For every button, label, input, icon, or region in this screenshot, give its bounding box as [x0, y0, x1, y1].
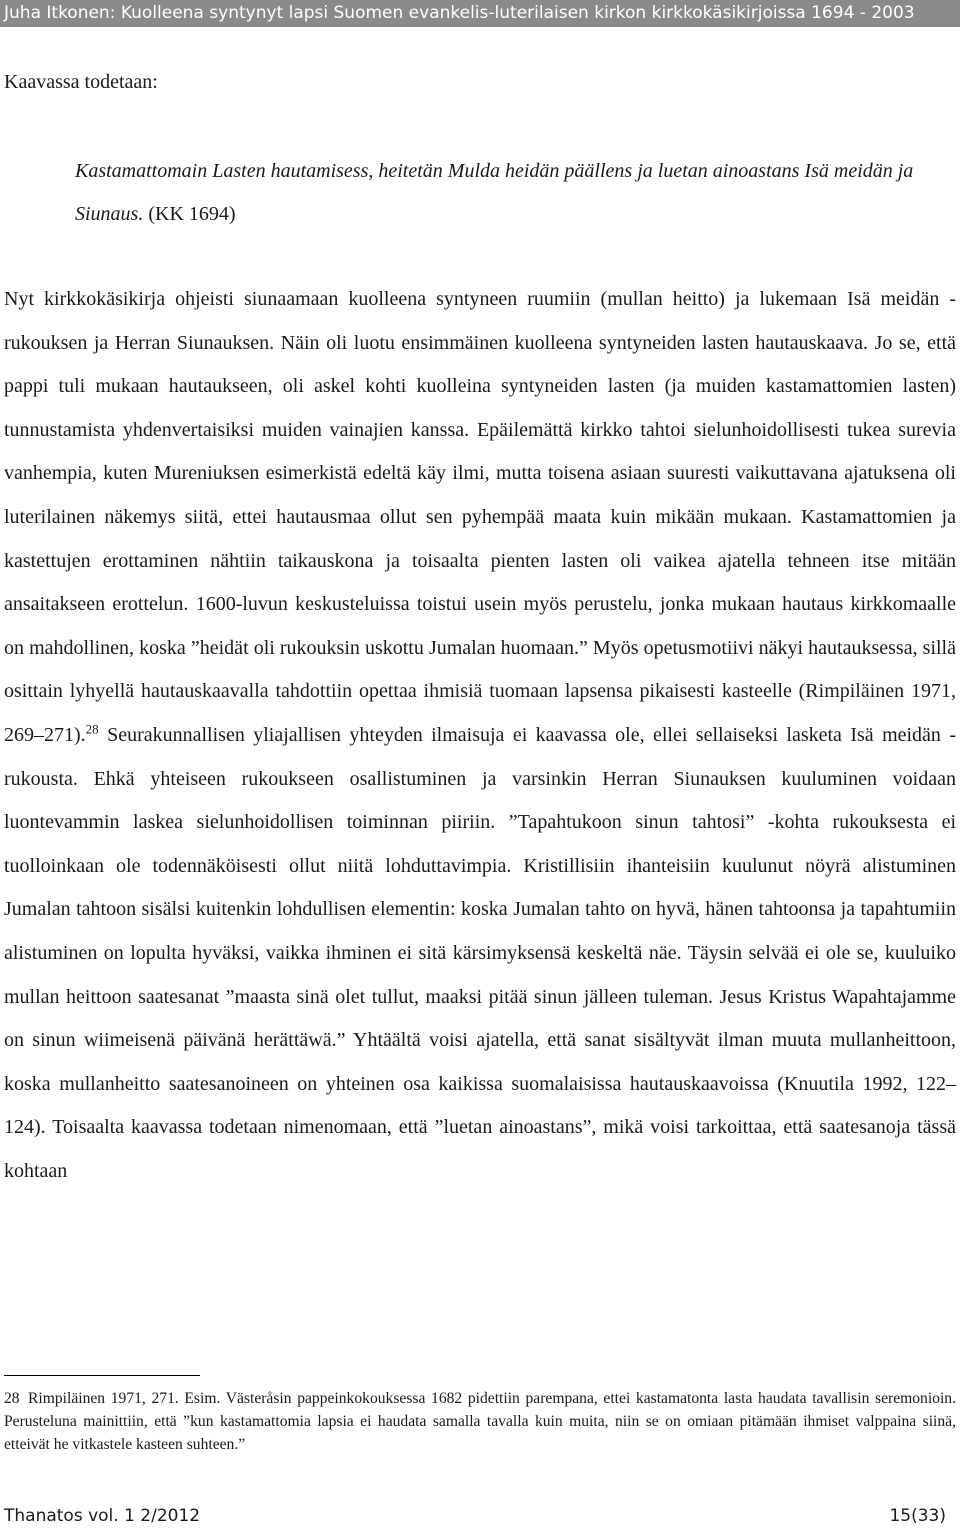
footnote-number: 28 [4, 1390, 20, 1407]
quote-citation: (KK 1694) [143, 203, 236, 225]
body-text-part-1: Nyt kirkkokäsikirja ohjeisti siunaamaan kuolleena syntyneen ruumiin (mullan heitto) ja lukemaan Isä meidän -rukouksen ja Herran Siunauksen. Näin oli luotu ensimmäinen kuolleena syntyneiden lasten hautauskaava. Jo se, että pappi tuli mukaan hautaukseen, oli askel kohti kuolleina syntyneiden lasten (ja muiden kastamattomien lasten) tunnustamista yhdenvertaisiksi muiden vainajien kanssa. Epäilemättä kirkko tahtoi sielunhoidollisesti tukea surevia vanhempia, kuten Mureniuksen esimerkistä edeltä käy ilmi, mutta toisena asiaan suuresti vaikuttavana ajatuksena oli luterilainen näkemys siitä, ettei hautausmaa ollut sen pyhempää maata kuin mikään mukaan. Kastamattomien ja kastettujen erottaminen nähtiin taikauskona ja toisaalta pienten lasten oli vaikea ajatella tehneen itse mitään ansaitakseen erottelun. 1600-luvun keskusteluissa toistui usein myös perustelu, jonka mukaan hautaus kirkkomaalle on mahdollinen, koska ”heidät oli rukouksin uskottu Jumalan huomaan.” Myös opetusmotiivi näkyi hautauksessa, sillä osittain lyhyellä hautauskaavalla tahdottiin opettaa ihmisiä tuomaan lapsensa pikaisesti kasteelle (Rimpiläinen 1971, 269–271). [4, 288, 956, 746]
footnote-reference[interactable]: 28 [85, 721, 99, 737]
body-text-part-2: Seurakunnallisen yliajallisen yhteyden ilmaisuja ei kaavassa ole, ellei sellaiseksi lasketa Isä meidän -rukousta. Ehkä yhteiseen rukoukseen osallistuminen ja varsinkin Herran Siunauksen kuuluminen voidaan luontevammin laskea sielunhoidollisen toiminnan piiriin. ”Tapahtukoon sinun tahtosi” -kohta rukouksesta ei tuolloinkaan ole todennäköisesti ollut niitä lohduttavimpia. Kristillisiin ihanteisiin kuulunut nöyrä alistuminen Jumalan tahtoon sisälsi kuitenkin lohdullisen elementin: koska Jumalan tahto on hyvä, hänen tahtoonsa ja tapahtumiin alistuminen on lopulta hyväksi, vaikka ihminen ei sitä kärsimyksensä keskeltä näe. Täysin selvää ei ole se, kuuluiko mullan heittoon saatesanat ”maasta sinä olet tullut, maaksi pitää sinun jälleen tuleman. Jesus Kristus Wapahtajamme on sinun wiimeisenä päivänä herättäwä.” Yhtäältä voisi ajatella, että sanat sisältyvät ilman muuta mullanheittoon, koska mullanheitto saatesanoineen on yhteinen osa kaikissa suomalaisissa hautauskaavoissa (Knuutila 1992, 122–124). Toisaalta kaavassa todetaan nimenomaan, että ”luetan ainoastans”, mikä voisi tarkoittaa, että saatesanoja tässä kohtaan [4, 723, 956, 1182]
running-header-title: Juha Itkonen: Kuolleena syntynyt lapsi Suomen evankelis-luterilaisen kirkon kirkkokäsikirjoissa 1694 - 2003 [4, 3, 915, 23]
footnote-separator [4, 1375, 200, 1376]
running-header [0, 0, 960, 27]
body-paragraph [4, 278, 956, 1193]
footer-journal: Thanatos vol. 1 2/2012 [4, 1506, 201, 1526]
intro-line: Kaavassa todetaan: [4, 71, 158, 93]
quote-text: Kastamattomain Lasten hautamisess, heitetän Mulda heidän päällens ja luetan ainoastans Isä meidän ja Siunaus. [75, 160, 914, 225]
block-quote [75, 150, 955, 236]
footnote-text: Rimpiläinen 1971, 271. Esim. Västeråsin pappeinkokouksessa 1682 pidettiin parempana, ettei kastamatonta lasta haudata tavallisin seremonioin. Perusteluna mainittiin, että ”kun kastamattomia lapsia ei haudata samalla tavalla kuin muita, niin se on omiaan pitämään ihmiset valppaina siinä, etteivät he vitkastele kasteen suhteen.” [4, 1390, 956, 1453]
page-footer [4, 1505, 946, 1527]
footer-page-number: 15(33) [889, 1506, 946, 1526]
footnote [4, 1387, 956, 1456]
